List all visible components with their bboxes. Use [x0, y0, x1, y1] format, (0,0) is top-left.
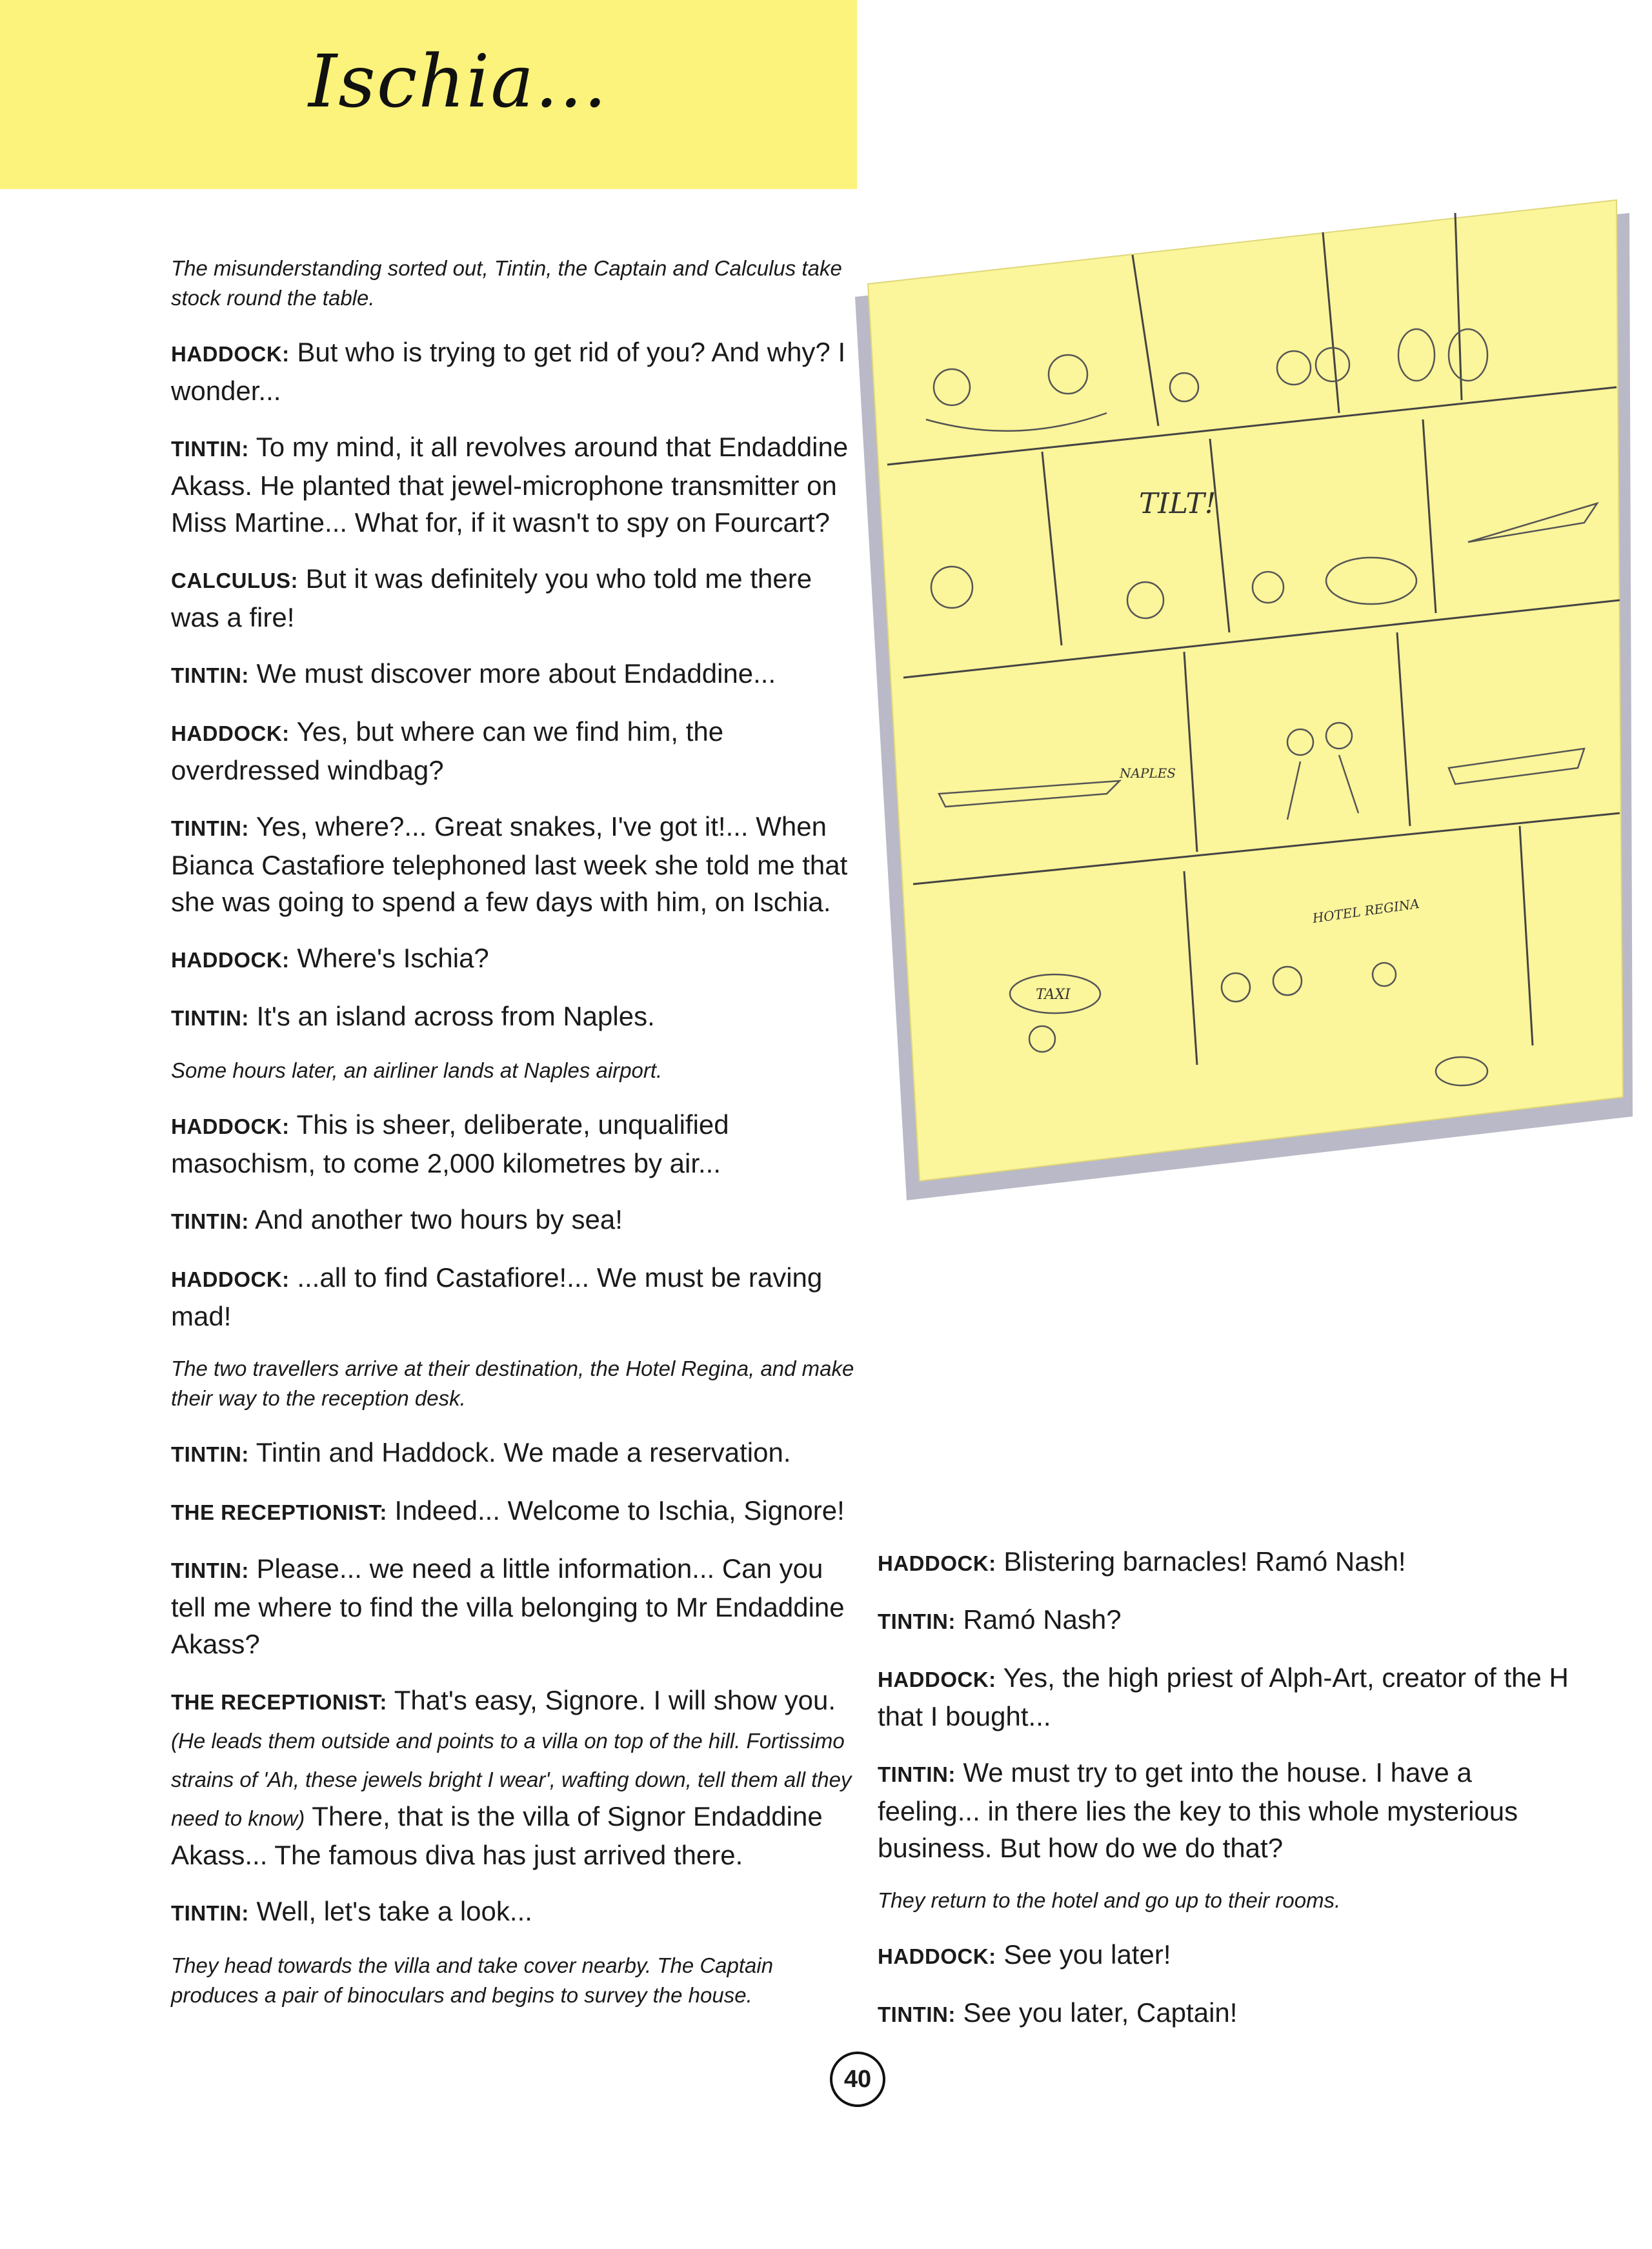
dialogue-line	[171, 429, 858, 541]
page-title: Ischia...	[308, 40, 608, 124]
inline-direction: (He leads them outside and points to a villa on top of the hill. Fortissimo strains of 'Ah, these jewels bright I wear', wafting down, tell them all they need to know)	[171, 1729, 852, 1830]
dialogue-line	[171, 334, 858, 409]
dialogue-line	[878, 1543, 1575, 1582]
dialogue-line	[171, 1106, 858, 1182]
dialogue-text: Ramó Nash?	[963, 1604, 1122, 1635]
speaker: HADDOCK:	[878, 1944, 996, 1968]
dialogue-line	[171, 1893, 858, 1931]
dialogue-text: Indeed... Welcome to Ischia, Signore!	[394, 1495, 845, 1526]
speaker: HADDOCK:	[171, 1114, 290, 1138]
dialogue-line	[878, 1659, 1575, 1735]
dialogue-text: Blistering barnacles! Ramó Nash!	[1003, 1546, 1406, 1577]
right-column	[878, 1543, 1575, 2052]
speaker: HADDOCK:	[878, 1668, 996, 1691]
sketch-label-tilt: TILT!	[1139, 487, 1216, 520]
dialogue-line	[878, 1601, 1575, 1640]
speaker: TINTIN:	[171, 816, 249, 840]
dialogue-line	[171, 1492, 858, 1531]
dialogue-text: Yes, the high priest of Alph-Art, creator of the H that I bought...	[878, 1662, 1569, 1731]
speaker: TINTIN:	[171, 1558, 249, 1582]
dialogue-line	[171, 1550, 858, 1662]
speaker: TINTIN:	[878, 1609, 956, 1633]
dialogue-text: It's an island across from Naples.	[256, 1001, 655, 1031]
dialogue-text: We must try to get into the house. I have a feeling... in there lies the key to this whole mysterious business. But how do we do that?	[878, 1757, 1518, 1863]
speaker: HADDOCK:	[171, 1267, 290, 1291]
dialogue-text: Please... we need a little information... Can you tell me where to find the villa belonging to Mr Endaddine Akass?	[171, 1553, 845, 1659]
speaker: HADDOCK:	[171, 948, 290, 972]
dialogue-text: And another two hours by sea!	[255, 1204, 623, 1235]
speaker: THE RECEPTIONIST:	[171, 1500, 387, 1524]
speaker: TINTIN:	[171, 1006, 249, 1030]
dialogue-line	[171, 1201, 858, 1240]
dialogue-line	[878, 1936, 1575, 1975]
sketch-label-naples: NAPLES	[1120, 765, 1176, 781]
speaker: TINTIN:	[171, 1209, 249, 1233]
title-banner	[0, 0, 857, 189]
dialogue-text: ...all to find Castafiore!... We must be raving mad!	[171, 1262, 823, 1331]
dialogue-line	[171, 940, 858, 978]
stage-direction: They return to the hotel and go up to their rooms.	[878, 1888, 1341, 1912]
dialogue-text: Where's Ischia?	[297, 943, 489, 973]
speaker: HADDOCK:	[171, 342, 290, 366]
dialogue-text: There, that is the villa of Signor Endaddine Akass... The famous diva has just arrived there.	[171, 1801, 823, 1870]
speaker: HADDOCK:	[171, 721, 290, 745]
dialogue-line	[878, 1994, 1575, 2033]
stage-direction: The two travellers arrive at their destination, the Hotel Regina, and make their way to the reception desk.	[171, 1356, 854, 1410]
stage-direction: Some hours later, an airliner lands at Naples airport.	[171, 1058, 663, 1082]
speaker: TINTIN:	[171, 1901, 249, 1925]
dialogue-line	[171, 713, 858, 789]
sketch-paper	[868, 200, 1623, 1181]
page-number: 40	[830, 2052, 885, 2107]
dialogue-text: But it was definitely you who told me there was a fire!	[171, 563, 812, 632]
left-column	[171, 254, 858, 2031]
dialogue-line	[171, 808, 858, 920]
speaker: THE RECEPTIONIST:	[171, 1690, 387, 1714]
dialogue-line	[171, 655, 858, 694]
speaker: CALCULUS:	[171, 569, 298, 592]
dialogue-text: To my mind, it all revolves around that Endaddine Akass. He planted that jewel-microphone transmitter on Miss Martine... What for, if it wasn't to spy on Fourcart?	[171, 432, 849, 538]
dialogue-line-receptionist	[171, 1682, 858, 1873]
sketch-label-taxi: TAXI	[1036, 987, 1071, 1003]
dialogue-text: This is sheer, deliberate, unqualified masochism, to come 2,000 kilometres by air...	[171, 1109, 729, 1178]
dialogue-text: Tintin and Haddock. We made a reservation.	[256, 1437, 791, 1467]
dialogue-text: We must discover more about Endaddine...	[256, 658, 776, 689]
dialogue-text: But who is trying to get rid of you? And why? I wonder...	[171, 337, 846, 406]
dialogue-line	[171, 560, 858, 636]
speaker: TINTIN:	[878, 1762, 956, 1786]
sketch-label-hotel: HOTEL REGINA	[1311, 895, 1420, 926]
dialogue-text: Yes, where?... Great snakes, I've got it!... When Bianca Castafiore telephoned last week she told me that she was going to spend a few days with him, on Ischia.	[171, 811, 848, 917]
dialogue-text: Yes, but where can we find him, the overdressed windbag?	[171, 716, 724, 785]
dialogue-line	[878, 1754, 1575, 1866]
speaker: HADDOCK:	[878, 1551, 996, 1575]
sketch-page	[849, 142, 1642, 1213]
speaker: TINTIN:	[171, 663, 249, 687]
speaker: TINTIN:	[171, 437, 249, 461]
dialogue-line	[171, 998, 858, 1036]
dialogue-line	[171, 1434, 858, 1473]
stage-direction: They head towards the villa and take cover nearby. The Captain produces a pair of binoculars and begins to survey the house.	[171, 1953, 774, 2007]
speaker: TINTIN:	[171, 1442, 249, 1466]
dialogue-line	[171, 1259, 858, 1335]
speaker: TINTIN:	[878, 2002, 956, 2026]
stage-direction: The misunderstanding sorted out, Tintin, the Captain and Calculus take stock round the table.	[171, 256, 842, 310]
dialogue-text: See you later, Captain!	[963, 1997, 1238, 2028]
dialogue-text: Well, let's take a look...	[256, 1896, 532, 1926]
dialogue-text: See you later!	[1003, 1939, 1171, 1970]
dialogue-text: That's easy, Signore. I will show you.	[394, 1685, 836, 1715]
sketch-drawing	[849, 142, 1642, 1213]
